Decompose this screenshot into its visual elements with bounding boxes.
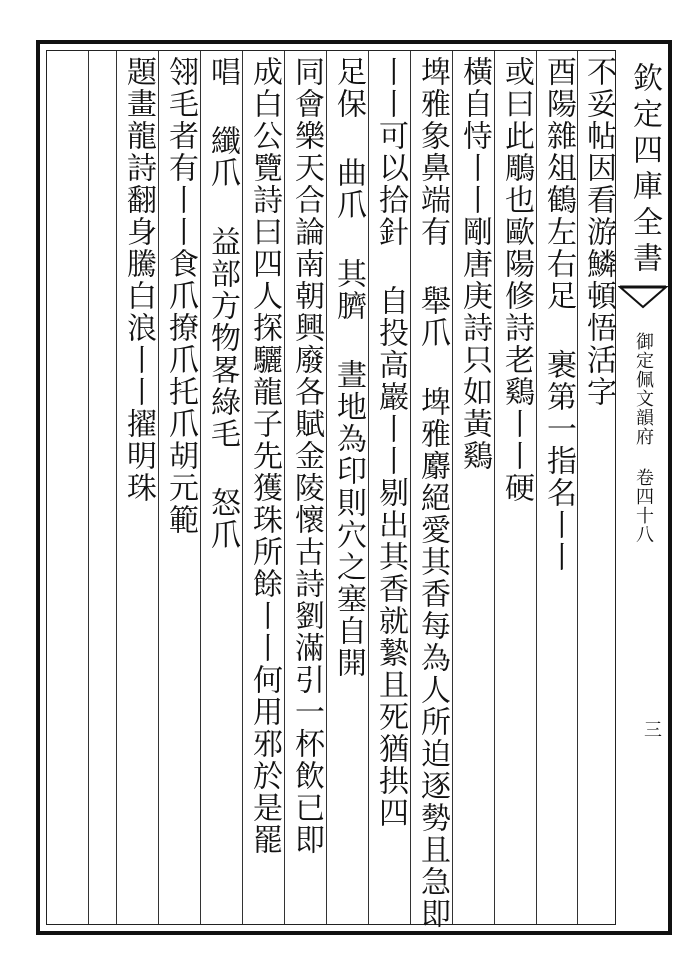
fish-tail-ornament-icon (618, 285, 668, 335)
text-column-1: 不妥帖因看游鱗頓悟活字 (581, 56, 616, 408)
column-rule (200, 51, 201, 924)
text-column-10: 唱 纖爪 益部方物畧綠毛 怒爪 (205, 56, 240, 551)
column-rule (116, 51, 117, 924)
page-number: 三 (641, 720, 662, 738)
column-rule (284, 51, 285, 924)
text-column-12: 題畫龍詩翻身騰白浪丨丨擢明珠 (121, 56, 156, 504)
text-column-4: 橫自恃丨丨剛唐庚詩只如黃鷄 (457, 56, 492, 472)
text-column-5: 埤雅象鼻端有 舉爪 埤雅麝絕愛其香每為人所迫逐勢且急即 (415, 56, 450, 930)
column-rule (368, 51, 369, 924)
column-rule (242, 51, 243, 924)
text-column-3: 或曰此鵰也歐陽修詩老鷄丨丨硬 (499, 56, 534, 504)
text-column-11: 翎毛者有丨丨食爪撩爪托爪胡元範 (163, 56, 198, 536)
volume-label: 御定佩文韻府 卷四十八 (633, 332, 654, 544)
column-rule (494, 51, 495, 924)
column-rule (158, 51, 159, 924)
text-column-8: 同會樂天合論南朝興廢各賦金陵懷古詩劉滿引一杯飲已即 (289, 56, 324, 856)
column-rule (536, 51, 537, 924)
column-rule (88, 51, 89, 924)
text-column-9: 成白公覽詩曰四人探驪龍子先獲珠所餘丨丨何用邪於是罷 (247, 56, 282, 856)
column-rule (452, 51, 453, 924)
column-rule (326, 51, 327, 924)
collection-title: 欽定四庫全書 (627, 62, 662, 278)
text-column-7: 足保 曲爪 其臍 晝地為印則穴之塞自開 (331, 56, 366, 679)
text-column-2: 酉陽雜俎鶴左右足 裹第一指名丨丨 (541, 56, 576, 573)
text-column-6: 丨丨可以拾針 自投高巖丨丨剔出其香就縶且死猶拱四 (373, 56, 408, 829)
column-rule (410, 51, 411, 924)
column-rule (577, 51, 578, 924)
